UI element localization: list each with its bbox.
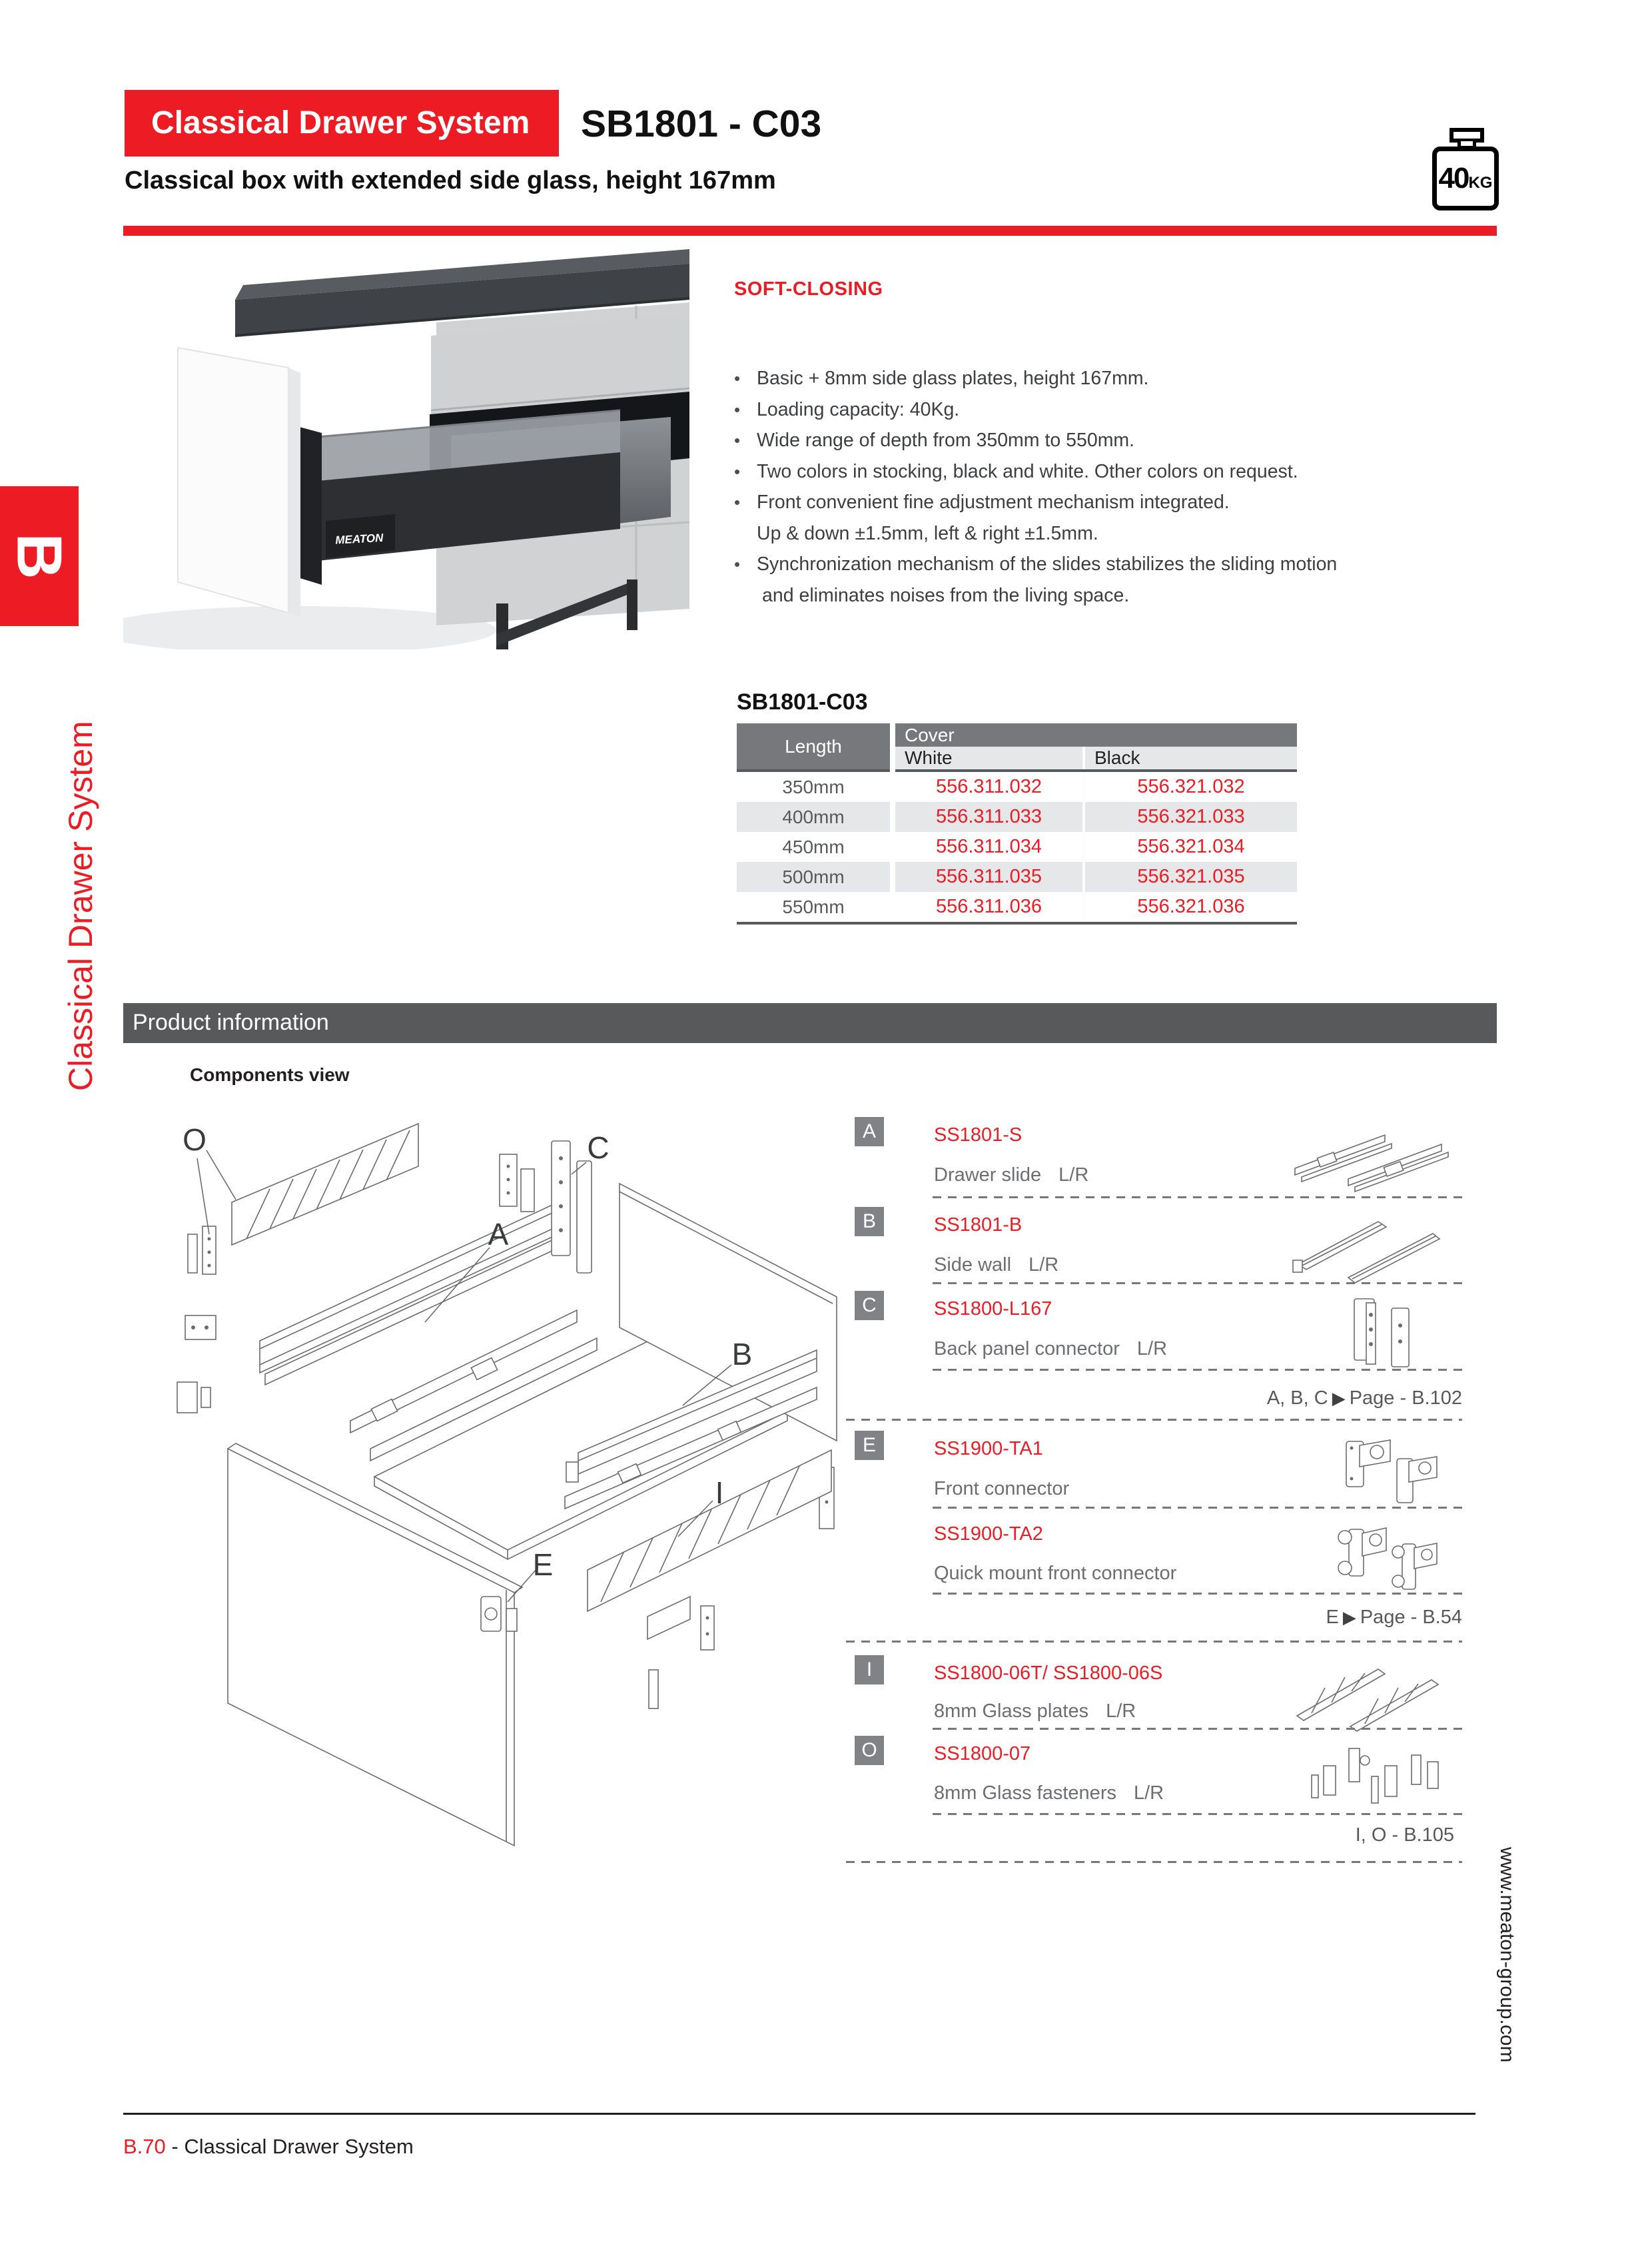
group-divider [846,1419,1462,1421]
component-desc: 8mm Glass plates L/R [934,1700,1136,1722]
table-cell-code: 556.311.036 [935,896,1042,917]
column-header-length: Length [737,723,890,769]
component-code: SS1801-B [934,1214,1023,1236]
model-code: SB1801 - C03 [581,103,822,145]
table-cell-code: 556.321.034 [1137,836,1245,857]
table-cell-code: 556.321.036 [1137,896,1245,917]
diagram-label-c: C [587,1130,610,1165]
component-code: SS1800-L167 [934,1298,1052,1319]
diagram-label-i: I [715,1475,724,1510]
component-desc: 8mm Glass fasteners L/R [934,1782,1164,1804]
drawer-slide-icon [1285,1112,1458,1195]
column-header-black: Black [1085,747,1297,769]
component-desc: Drawer slide L/R [934,1164,1089,1186]
table-title: SB1801-C03 [737,689,868,715]
table-grid [737,723,1297,927]
group-divider [846,1861,1462,1863]
component-desc: Front connector [934,1478,1070,1499]
table-cell-length: 400mm [782,806,845,827]
category-banner: Classical Drawer System [125,90,559,157]
page-reference: I, O - B.105 [1355,1824,1454,1846]
arrow-icon: ▶ [1342,1608,1356,1628]
section-bar: Product information [123,1003,1497,1043]
front-connector-icon [1285,1431,1458,1513]
table-cell-code: 556.311.033 [935,806,1042,827]
component-code: SS1900-TA1 [934,1438,1043,1459]
diagram-label-e: E [532,1547,554,1582]
load-capacity-icon [1432,128,1499,221]
quick-connector-icon [1285,1517,1458,1600]
components-list [846,1106,1462,1872]
back-connector-icon [1285,1292,1458,1375]
chapter-letter: B [3,533,75,579]
component-letter-badge: B [855,1207,884,1236]
footer-page-number: B.70 [123,2135,166,2158]
table-cell-length: 450mm [782,836,845,857]
table-bottom-rule [737,922,1297,925]
glass-plates-icon [1285,1653,1458,1736]
chapter-tab [0,486,79,626]
page-reference: E ▶ Page - B.54 [1326,1607,1462,1628]
header-rule [123,226,1497,236]
feature-list [734,368,1453,615]
product-photo [123,236,689,649]
load-unit: KG [1468,174,1493,192]
divider [933,1813,1462,1815]
website-vertical-text: www.meaton-group.com [1496,1847,1518,2063]
feature-line: and eliminates noises from the living space. [762,584,1130,606]
divider [933,1282,1462,1284]
diagram-label-a: A [488,1217,509,1252]
component-desc: Side wall L/R [934,1254,1059,1276]
components-exploded-diagram [153,1102,846,1868]
table-cell-code: 556.311.035 [935,866,1042,887]
diagram-label-o: O [183,1122,206,1157]
diagram-label-b: B [731,1337,753,1371]
feature-line: • Synchronization mechanism of the slides stabilizes the sliding motion [734,554,1338,575]
weight-handle-icon [1449,128,1484,143]
column-header-cover: Cover [895,723,1297,747]
table-cell-length: 350mm [782,776,845,797]
side-wall-icon [1285,1206,1458,1288]
component-code: SS1900-TA2 [934,1523,1043,1545]
page-title: Classical box with extended side glass, height 167mm [125,167,776,194]
divider [933,1196,1462,1198]
components-view-label: Components view [190,1064,350,1085]
load-value: 40 [1438,162,1469,194]
feature-line: • Front convenient fine adjustment mechanism integrated. [734,492,1230,513]
weight-body-icon [1432,147,1499,210]
component-code: SS1800-07 [934,1743,1031,1764]
feature-line: • Basic + 8mm side glass plates, height 167mm. [734,368,1149,389]
component-code: SS1801-S [934,1124,1023,1146]
glass-fasteners-icon [1285,1735,1458,1818]
footer-rule [123,2113,1475,2115]
table-cell-length: 500mm [782,866,845,887]
component-letter-badge: E [855,1431,884,1460]
column-header-white: White [895,747,1082,769]
component-code: SS1800-06T/ SS1800-06S [934,1663,1163,1684]
feature-line: Up & down ±1.5mm, left & right ±1.5mm. [757,522,1098,544]
feature-line: • Wide range of depth from 350mm to 550mm. [734,430,1135,451]
component-letter-badge: C [855,1291,884,1320]
divider [933,1507,1462,1509]
column-seam [1082,772,1085,922]
table-cell-code: 556.321.035 [1137,866,1245,887]
component-letter-badge: O [855,1736,884,1765]
table-cell-code: 556.311.034 [935,836,1042,857]
page-reference: A, B, C ▶ Page - B.102 [1266,1387,1462,1409]
feature-line: • Two colors in stocking, black and white. Other colors on request. [734,460,1298,482]
divider [933,1593,1462,1595]
sidebar-vertical-title: Classical Drawer System [62,721,99,1091]
column-seam [890,723,895,922]
component-letter-badge: A [855,1117,884,1146]
divider [933,1728,1462,1730]
brand-logo: MEATON [334,531,384,547]
table-cell-length: 550mm [782,896,845,917]
component-desc: Quick mount front connector [934,1563,1177,1584]
component-desc: Back panel connector L/R [934,1338,1168,1359]
table-cell-code: 556.321.033 [1137,806,1245,827]
group-divider [846,1641,1462,1643]
component-letter-badge: I [855,1655,884,1684]
soft-closing-label: SOFT-CLOSING [734,278,883,300]
divider [933,1369,1462,1371]
footer-text: B.70 - Classical Drawer System [123,2135,414,2158]
arrow-icon: ▶ [1332,1389,1346,1409]
table-cell-code: 556.321.032 [1137,776,1245,797]
feature-line: • Loading capacity: 40Kg. [734,398,960,420]
table-cell-code: 556.311.032 [935,776,1042,797]
